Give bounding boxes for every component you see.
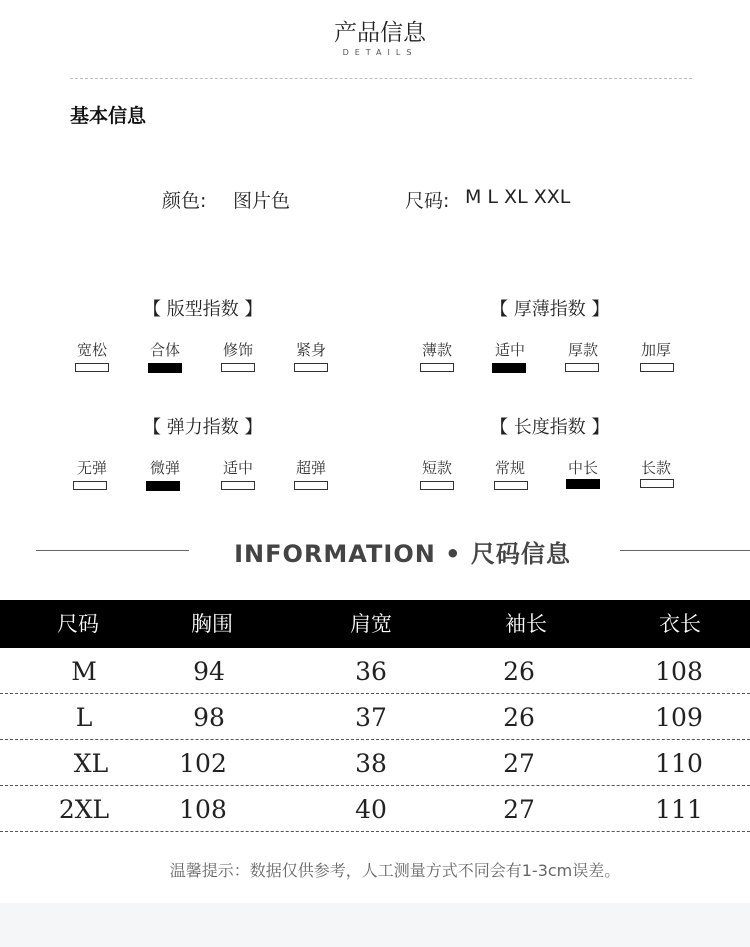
thickness-option-box <box>640 363 674 372</box>
cell-shoulder: 40 <box>355 795 387 824</box>
cell-size: XL <box>73 749 109 778</box>
header-chest: 胸围 <box>191 612 233 636</box>
cell-chest: 94 <box>193 657 225 686</box>
cell-size: 2XL <box>58 795 110 824</box>
cell-shoulder: 36 <box>355 657 387 686</box>
elasticity-option-label: 微弹 <box>149 459 180 477</box>
cell-length: 109 <box>655 703 703 732</box>
length-option-label: 长款 <box>640 459 671 477</box>
header-length: 衣长 <box>659 612 701 636</box>
length-option-box <box>420 481 454 490</box>
fit-option-box <box>221 363 255 372</box>
fit-index-title: 【 版型指数 】 <box>143 299 263 320</box>
cell-chest: 98 <box>193 703 225 732</box>
cell-sleeve: 27 <box>503 749 535 778</box>
size-table-header <box>0 600 750 648</box>
length-option-label: 常规 <box>494 459 525 477</box>
table-row <box>0 740 750 786</box>
fit-option-box <box>75 363 109 372</box>
thickness-option-label: 薄款 <box>421 341 452 359</box>
elasticity-option-box <box>146 481 180 491</box>
footer-band <box>0 903 750 947</box>
header-shoulder: 肩宽 <box>350 612 392 636</box>
table-row <box>0 786 750 832</box>
thickness-option-box <box>565 363 599 372</box>
header-size: 尺码 <box>57 612 99 636</box>
cell-sleeve: 26 <box>503 703 535 732</box>
elasticity-option-box <box>294 481 328 490</box>
basic-info-title: 基本信息 <box>70 105 147 127</box>
elasticity-option-box <box>221 481 255 490</box>
size-info-heading: INFORMATION • 尺码信息 <box>234 540 571 568</box>
thickness-option-label: 加厚 <box>640 341 671 359</box>
size-label: 尺码: <box>405 190 450 212</box>
thickness-option-label: 厚款 <box>567 341 598 359</box>
length-option-box <box>566 479 600 489</box>
cell-length: 111 <box>655 795 703 824</box>
cell-shoulder: 38 <box>355 749 387 778</box>
fit-option-label: 修饰 <box>222 341 253 359</box>
fit-option-box <box>294 363 328 372</box>
thickness-option-box <box>492 363 526 373</box>
elasticity-index-title: 【 弹力指数 】 <box>143 417 263 438</box>
section-line-right <box>620 550 750 551</box>
elasticity-option-label: 无弹 <box>76 459 107 477</box>
table-row <box>0 648 750 694</box>
cell-sleeve: 26 <box>503 657 535 686</box>
fit-option-box <box>148 363 182 373</box>
elasticity-option-label: 适中 <box>222 459 253 477</box>
length-option-box <box>640 479 674 488</box>
thickness-index-title: 【 厚薄指数 】 <box>490 299 610 320</box>
length-option-label: 中长 <box>567 459 598 477</box>
cell-length: 108 <box>655 657 703 686</box>
header-sleeve: 袖长 <box>505 612 547 636</box>
fit-option-label: 紧身 <box>295 341 326 359</box>
cell-size: M <box>71 657 97 686</box>
cell-shoulder: 37 <box>355 703 387 732</box>
color-label: 颜色: <box>162 190 207 212</box>
thickness-option-box <box>420 363 454 372</box>
cell-sleeve: 27 <box>503 795 535 824</box>
length-index-title: 【 长度指数 】 <box>490 417 610 438</box>
thickness-option-label: 适中 <box>494 341 525 359</box>
cell-chest: 108 <box>179 795 227 824</box>
size-table <box>0 600 750 832</box>
page-title: 产品信息 <box>334 20 426 46</box>
length-option-box <box>494 481 528 490</box>
cell-length: 110 <box>655 749 703 778</box>
dotted-divider <box>70 78 692 79</box>
elasticity-option-box <box>73 481 107 490</box>
measurement-note: 温馨提示：数据仅供参考，人工测量方式不同会有1-3cm误差。 <box>169 861 621 880</box>
elasticity-option-label: 超弹 <box>295 459 326 477</box>
fit-option-label: 合体 <box>149 341 180 359</box>
length-option-label: 短款 <box>421 459 452 477</box>
cell-size: L <box>75 703 93 732</box>
page-subtitle: DETAILS <box>342 48 418 57</box>
size-values: M L XL XXL <box>465 186 571 208</box>
cell-chest: 102 <box>179 749 227 778</box>
fit-option-label: 宽松 <box>76 341 107 359</box>
table-row <box>0 694 750 740</box>
color-value: 图片色 <box>233 190 291 212</box>
